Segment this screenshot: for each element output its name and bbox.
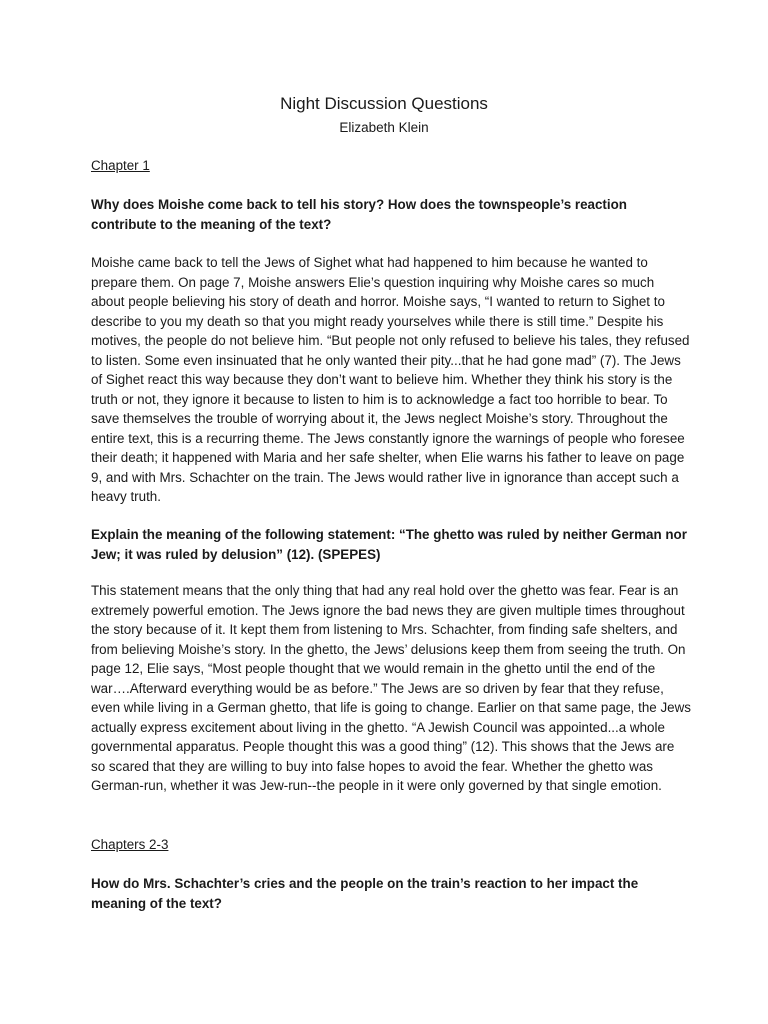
question-1: Why does Moishe come back to tell his story? How does the townspeople’s reaction contribute to the meaning of the text? [91,197,627,232]
question-3: How do Mrs. Schachter’s cries and the people on the train’s reaction to her impact the meaning of the text? [91,876,639,911]
answer-2: This statement means that the only thing that had any real hold over the ghetto was fear. Fear is an extremely powerful emotion. The Jews ignore the bad news they are given multiple times throughout the story because of it. It kept them from listening to Mrs. Schachter, from finding safe shelters, and from believing Moishe’s story. In the ghetto, the Jews’ delusions keep them from seeing the truth. On page 12, Elie says, “Most people thought that we would remain in the ghetto until the end of the war….Afterward everything would be as before.” The Jews are so driven by fear that they refuse, even while living in a German ghetto, that life is going to change. Earlier on that same page, the Jews actually express excitement about living in the ghetto. “A Jewish Council was appointed...a whole governmental apparatus. People thought this was a good thing” (12). This shows that the Jews are so scared that they are willing to buy into false hopes to avoid the fear. Whether the ghetto was German-run, whether it was Jew-run--the people in it were only governed by that single emotion. [91,583,691,793]
section-heading-chapters-2-3: Chapters 2-3 [91,837,169,852]
section-heading-chapter-1: Chapter 1 [91,158,150,173]
question-2: Explain the meaning of the following statement: “The ghetto was ruled by neither German nor Jew; it was ruled by delusion” (12). (SPEPES) [91,527,687,562]
document-author: Elizabeth Klein [339,120,429,135]
answer-1: Moishe came back to tell the Jews of Sighet what had happened to him because he wanted to prepare them. On page 7, Moishe answers Elie’s question inquiring why Moishe cares so much about people believing his story of death and horror. Moishe says, “I wanted to return to Sighet to describe to you my death so that you might ready yourselves while there is still time.” Despite his motives, the people do not believe him. “But people not only refused to believe his tales, they refused to listen. Some even insinuated that he only wanted their pity...that he had gone mad” (7). The Jews of Sighet react this way because they don’t want to believe him. Whether they think his story is the truth or not, they ignore it because to listen to him is to acknowledge a fact too horrible to bear. To save themselves the trouble of worrying about it, the Jews neglect Moishe’s story. Throughout the entire text, this is a recurring theme. The Jews constantly ignore the warnings of people who foresee their death; it happened with Maria and her safe shelter, when Elie warns his father to leave on page 9, and with Mrs. Schachter on the train. The Jews would rather live in ignorance than accept such a heavy truth. [91,255,690,504]
document-title: Night Discussion Questions [280,94,488,113]
